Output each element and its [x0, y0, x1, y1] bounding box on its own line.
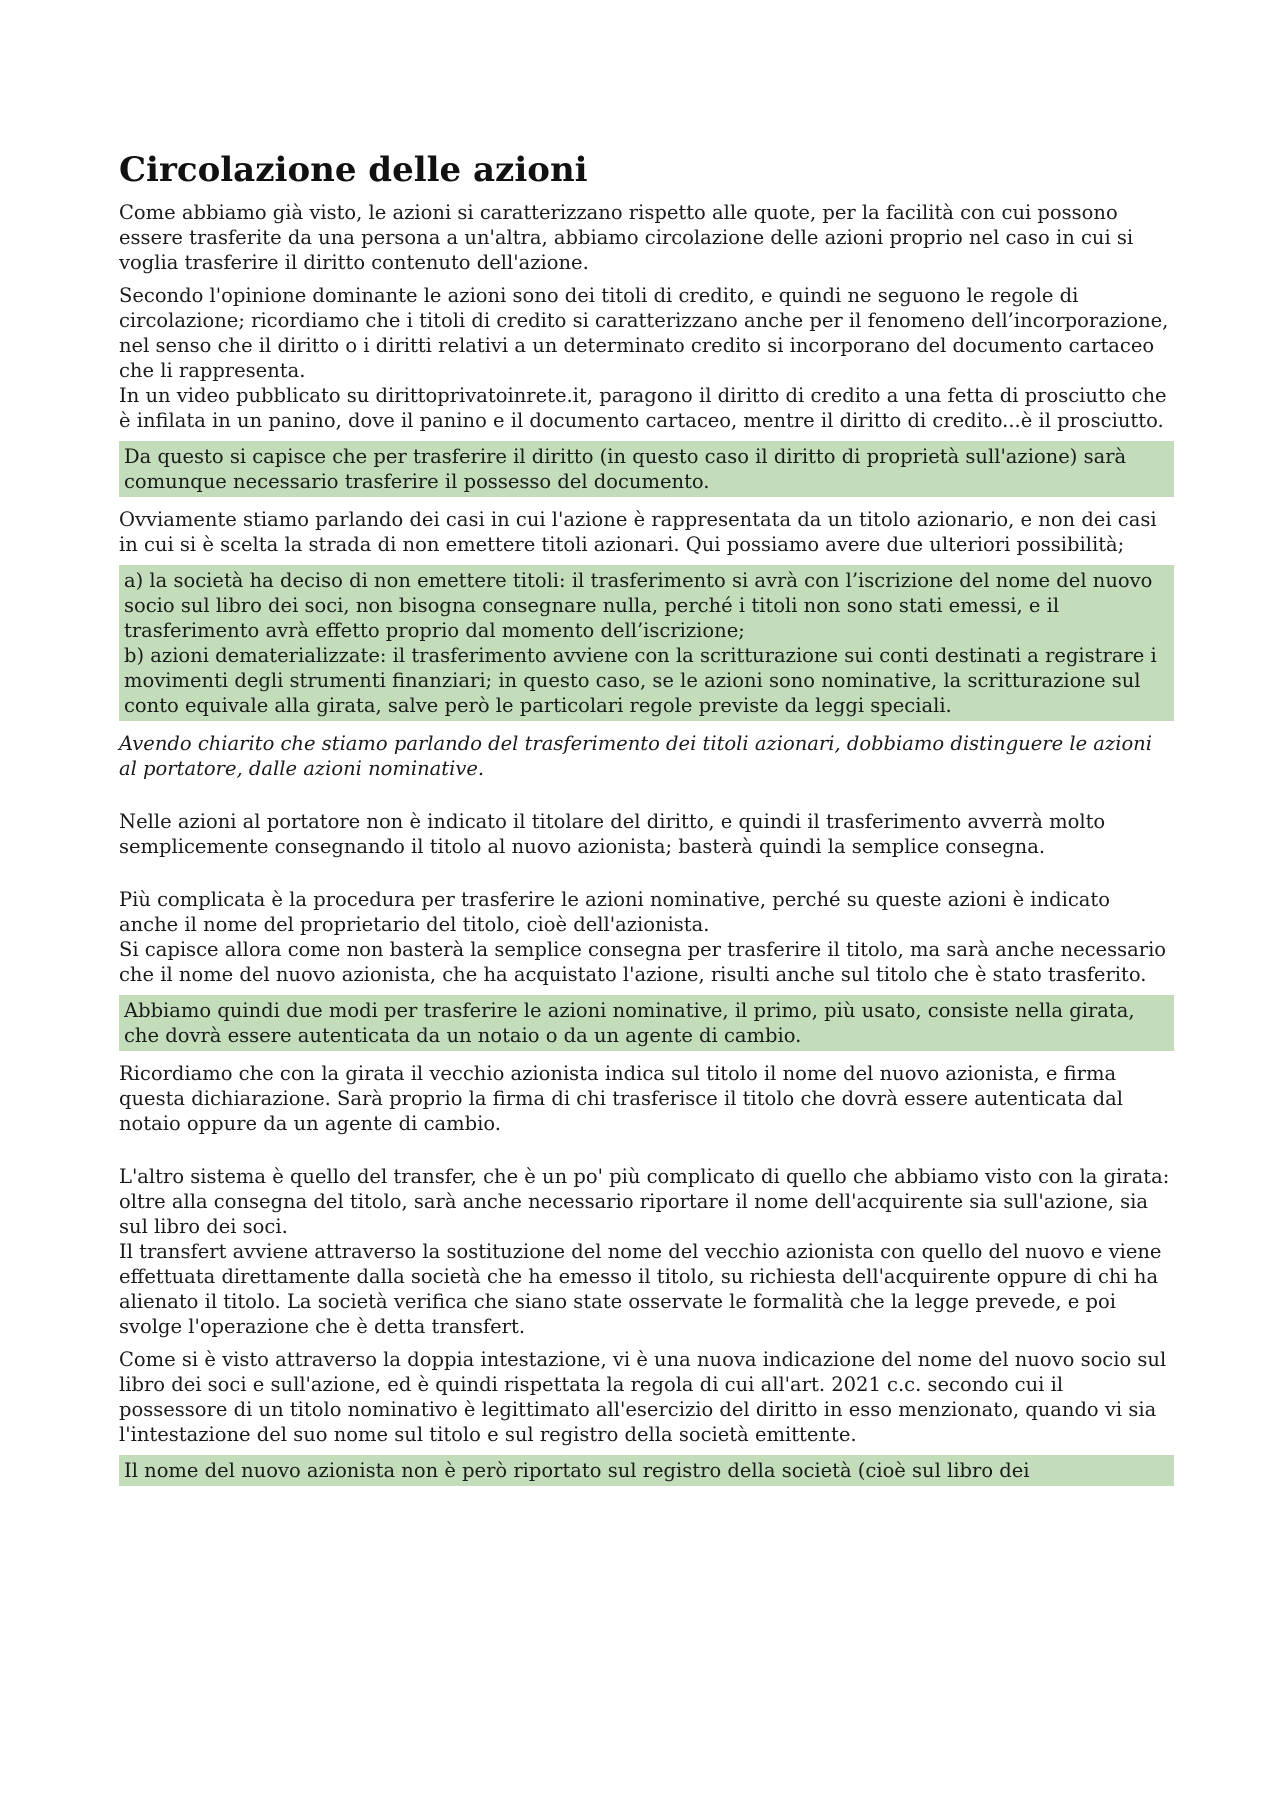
highlight-box-possibilita: [119, 565, 1174, 721]
highlight-box-registro: Il nome del nuovo azionista non è però riportato sul registro della società (cioè sul libro dei: [119, 1455, 1174, 1486]
highlight-box-possesso: Da questo si capisce che per trasferire il diritto (in questo caso il diritto di proprietà sull'azione) sarà comunque necessario trasferire il possesso del documento.: [119, 441, 1174, 497]
paragraph-transfer-text: L'altro sistema è quello del transfer, che è un po' più complicato di quello che abbiamo visto con la girata: oltre alla consegna del titolo, sarà anche necessario riportare il nome dell'acquirente sia sull'azione, sia sul libro dei soci.: [119, 1165, 1170, 1238]
document-page: [119, 150, 1174, 1496]
paragraph-titolo-azionario: Ovviamente stiamo parlando dei casi in cui l'azione è rappresentata da un titolo azionario, e non dei casi in cui si è scelta la strada di non emettere titoli azionari. Qui possiamo avere due ulteriori possibilità;: [119, 508, 1157, 556]
paragraph-consegna-text: Si capisce allora come non basterà la semplice consegna per trasferire il titolo, ma sarà anche necessario che il nome del nuovo azionista, che ha acquistato l'azione, risulti anche sul titolo che è stato trasferito.: [119, 938, 1167, 986]
italic-paragraph: Avendo chiarito che stiamo parlando del trasferimento dei titoli azionari, dobbiamo distinguere le azioni al portatore, dalle azioni nominative.: [119, 732, 1152, 780]
paragraph-transfert-text: Il transfert avviene attraverso la sostituzione del nome del vecchio azionista con quello del nuovo e viene effettuata direttamente dalla società che ha emesso il titolo, su richiesta dell'acquirente oppure di chi ha alienato il titolo. La società verifica che siano state osservate le formalità che la legge prevede, e poi svolge l'operazione che è detta transfert.: [119, 1240, 1162, 1338]
paragraph-girata: Ricordiamo che con la girata il vecchio azionista indica sul titolo il nome del nuovo azionista, e firma questa dichiarazione. Sarà proprio la firma di chi trasferisce il titolo che dovrà essere autenticata dal notaio oppure da un agente di cambio.: [119, 1062, 1123, 1135]
paragraph-transfer: [119, 1164, 1174, 1339]
highlight-box-girata: Abbiamo quindi due modi per trasferire le azioni nominative, il primo, più usato, consiste nella girata, che dovrà essere autenticata da un notaio o da un agente di cambio.: [119, 995, 1174, 1051]
page-title: Circolazione delle azioni: [119, 150, 588, 190]
paragraph-titoli-credito: [119, 283, 1174, 433]
highlight-item-a: a) la società ha deciso di non emettere titoli: il trasferimento si avrà con l’iscrizione del nome del nuovo socio sul libro dei soci, non bisogna consegnare nulla, perché i titoli non sono stati emessi, e il trasferimento avrà effetto proprio dal momento dell’iscrizione;: [124, 569, 1153, 642]
paragraph-nominative-text: Più complicata è la procedura per trasferire le azioni nominative, perché su queste azioni è indicato anche il nome del proprietario del titolo, cioè dell'azionista.: [119, 888, 1110, 936]
paragraph-portatore: Nelle azioni al portatore non è indicato il titolare del diritto, e quindi il trasferimento avverrà molto semplicemente consegnando il titolo al nuovo azionista; basterà quindi la semplice consegna.: [119, 810, 1106, 858]
paragraph-prosciutto-text: In un video pubblicato su dirittoprivatoinrete.it, paragono il diritto di credito a una fetta di prosciutto che è infilata in un panino, dove il panino e il documento cartaceo, mentre il diritto di credito...è il prosciutto.: [119, 384, 1167, 432]
paragraph-nominative: [119, 887, 1174, 987]
highlight-item-b: b) azioni dematerializzate: il trasferimento avviene con la scritturazione sui conti destinati a registrare i movimenti degli strumenti finanziari; in questo caso, se le azioni sono nominative, la scritturazione sul conto equivale alla girata, salve però le particolari regole previste da leggi speciali.: [124, 644, 1157, 717]
paragraph-intro: Come abbiamo già visto, le azioni si caratterizzano rispetto alle quote, per la facilità con cui possono essere trasferite da una persona a un'altra, abbiamo circolazione delle azioni proprio nel caso in cui si voglia trasferire il diritto contenuto dell'azione.: [119, 201, 1134, 274]
paragraph-doppia-intestazione: Come si è visto attraverso la doppia intestazione, vi è una nuova indicazione del nome del nuovo socio sul libro dei soci e sull'azione, ed è quindi rispettata la regola di cui all'art. 2021 c.c. secondo cui il possessore di un titolo nominativo è legittimato all'esercizio del diritto in esso menzionato, quando vi sia l'intestazione del suo nome sul titolo e sul registro della società emittente.: [119, 1348, 1167, 1446]
paragraph-titoli-credito-text: Secondo l'opinione dominante le azioni sono dei titoli di credito, e quindi ne seguono le regole di circolazione; ricordiamo che i titoli di credito si caratterizzano anche per il fenomeno dell’incorporazione, nel senso che il diritto o i diritti relativi a un determinato credito si incorporano del documento cartaceo che li rappresenta.: [119, 284, 1169, 382]
